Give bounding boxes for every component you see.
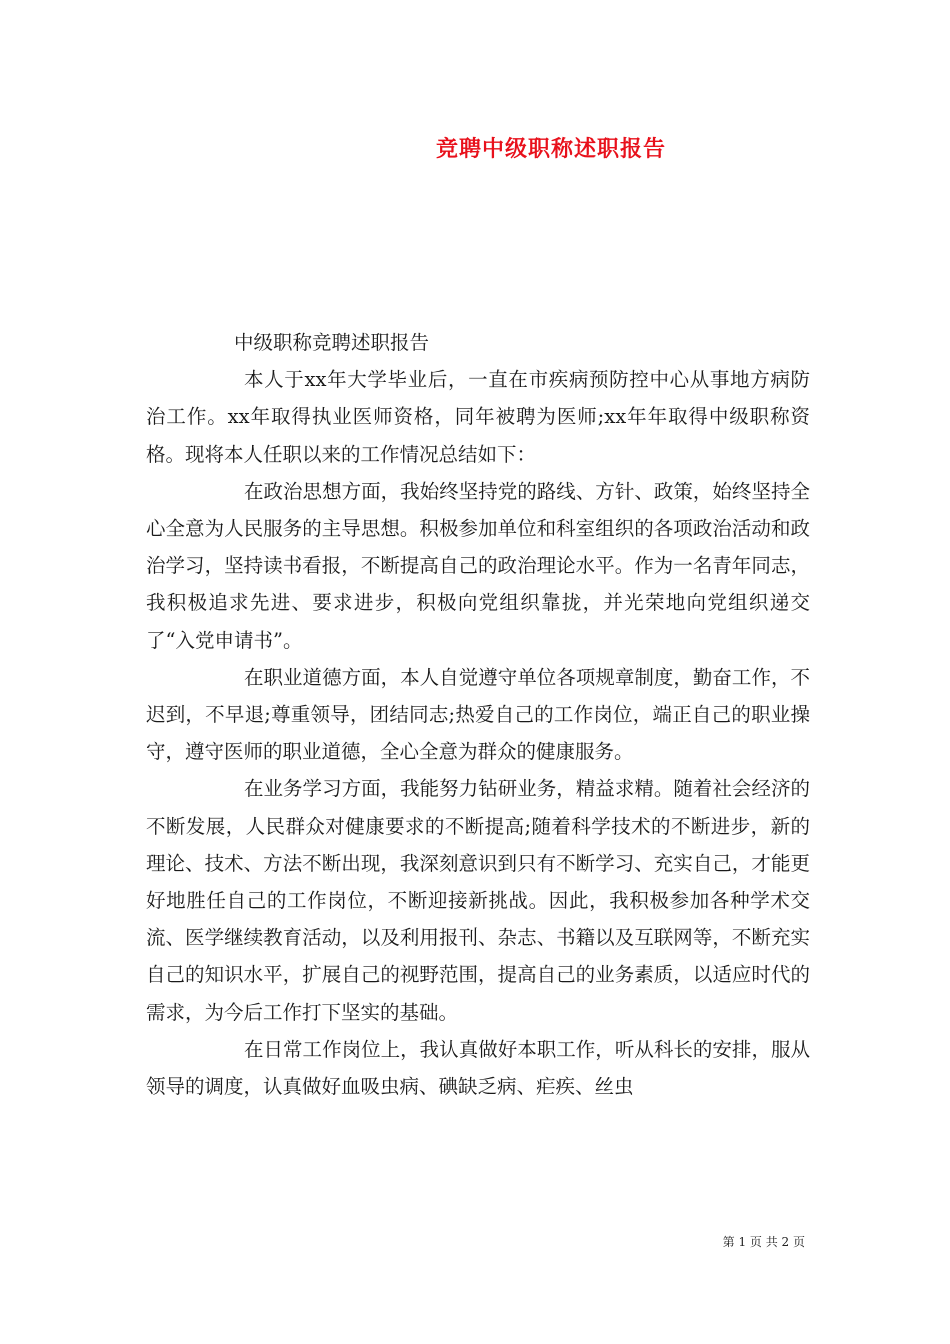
document-title: 竞聘中级职称述职报告 [435,136,666,162]
paragraph-intro: 本人于xx年大学毕业后，一直在市疾病预防控中心从事地方病防治工作。xx年取得执业医师资格，同年被聘为医师;xx年年取得中级职称资格。现将本人任职以来的工作情况总结如下： [146,368,810,466]
paragraph-ethics: 在职业道德方面，本人自觉遵守单位各项规章制度，勤奋工作，不迟到，不早退;尊重领导，团结同志;热爱自己的工作岗位，端正自己的职业操守，遵守医师的职业道德，全心全意为群众的健康服务。 [146,665,810,764]
paragraph-political: 在政治思想方面，我始终坚持党的路线、方针、政策，始终坚持全心全意为人民服务的主导思想。积极参加单位和科室组织的各项政治活动和政治学习，坚持读书看报，不断提高自己的政治理论水平。作为一名青年同志，我积极追求先进、要求进步，积极向党组织靠拢，并光荣地向党组织递交了“入党申请书”。 [146,479,810,652]
paragraph-study: 在业务学习方面，我能努力钻研业务，精益求精。随着社会经济的不断发展，人民群众对健康要求的不断提高;随着科学技术的不断进步，新的理论、技术、方法不断出现，我深刻意识到只有不断学习、充实自己，才能更好地胜任自己的工作岗位，不断迎接新挑战。因此，我积极参加各种学术交流、医学继续教育活动，以及利用报刊、杂志、书籍以及互联网等，不断充实自己的知识水平，扩展自己的视野范围，提高自己的业务素质，以适应时代的需求，为今后工作打下坚实的基础。 [146,777,810,1024]
document-body [146,324,810,1105]
page-number: 第 1 页 共 2 页 [722,1235,805,1249]
document-subheading: 中级职称竞聘述职报告 [234,331,430,354]
paragraph-daily-work: 在日常工作岗位上，我认真做好本职工作，听从科长的安排，服从领导的调度，认真做好血吸虫病、碘缺乏病、疟疾、丝虫 [146,1037,810,1099]
